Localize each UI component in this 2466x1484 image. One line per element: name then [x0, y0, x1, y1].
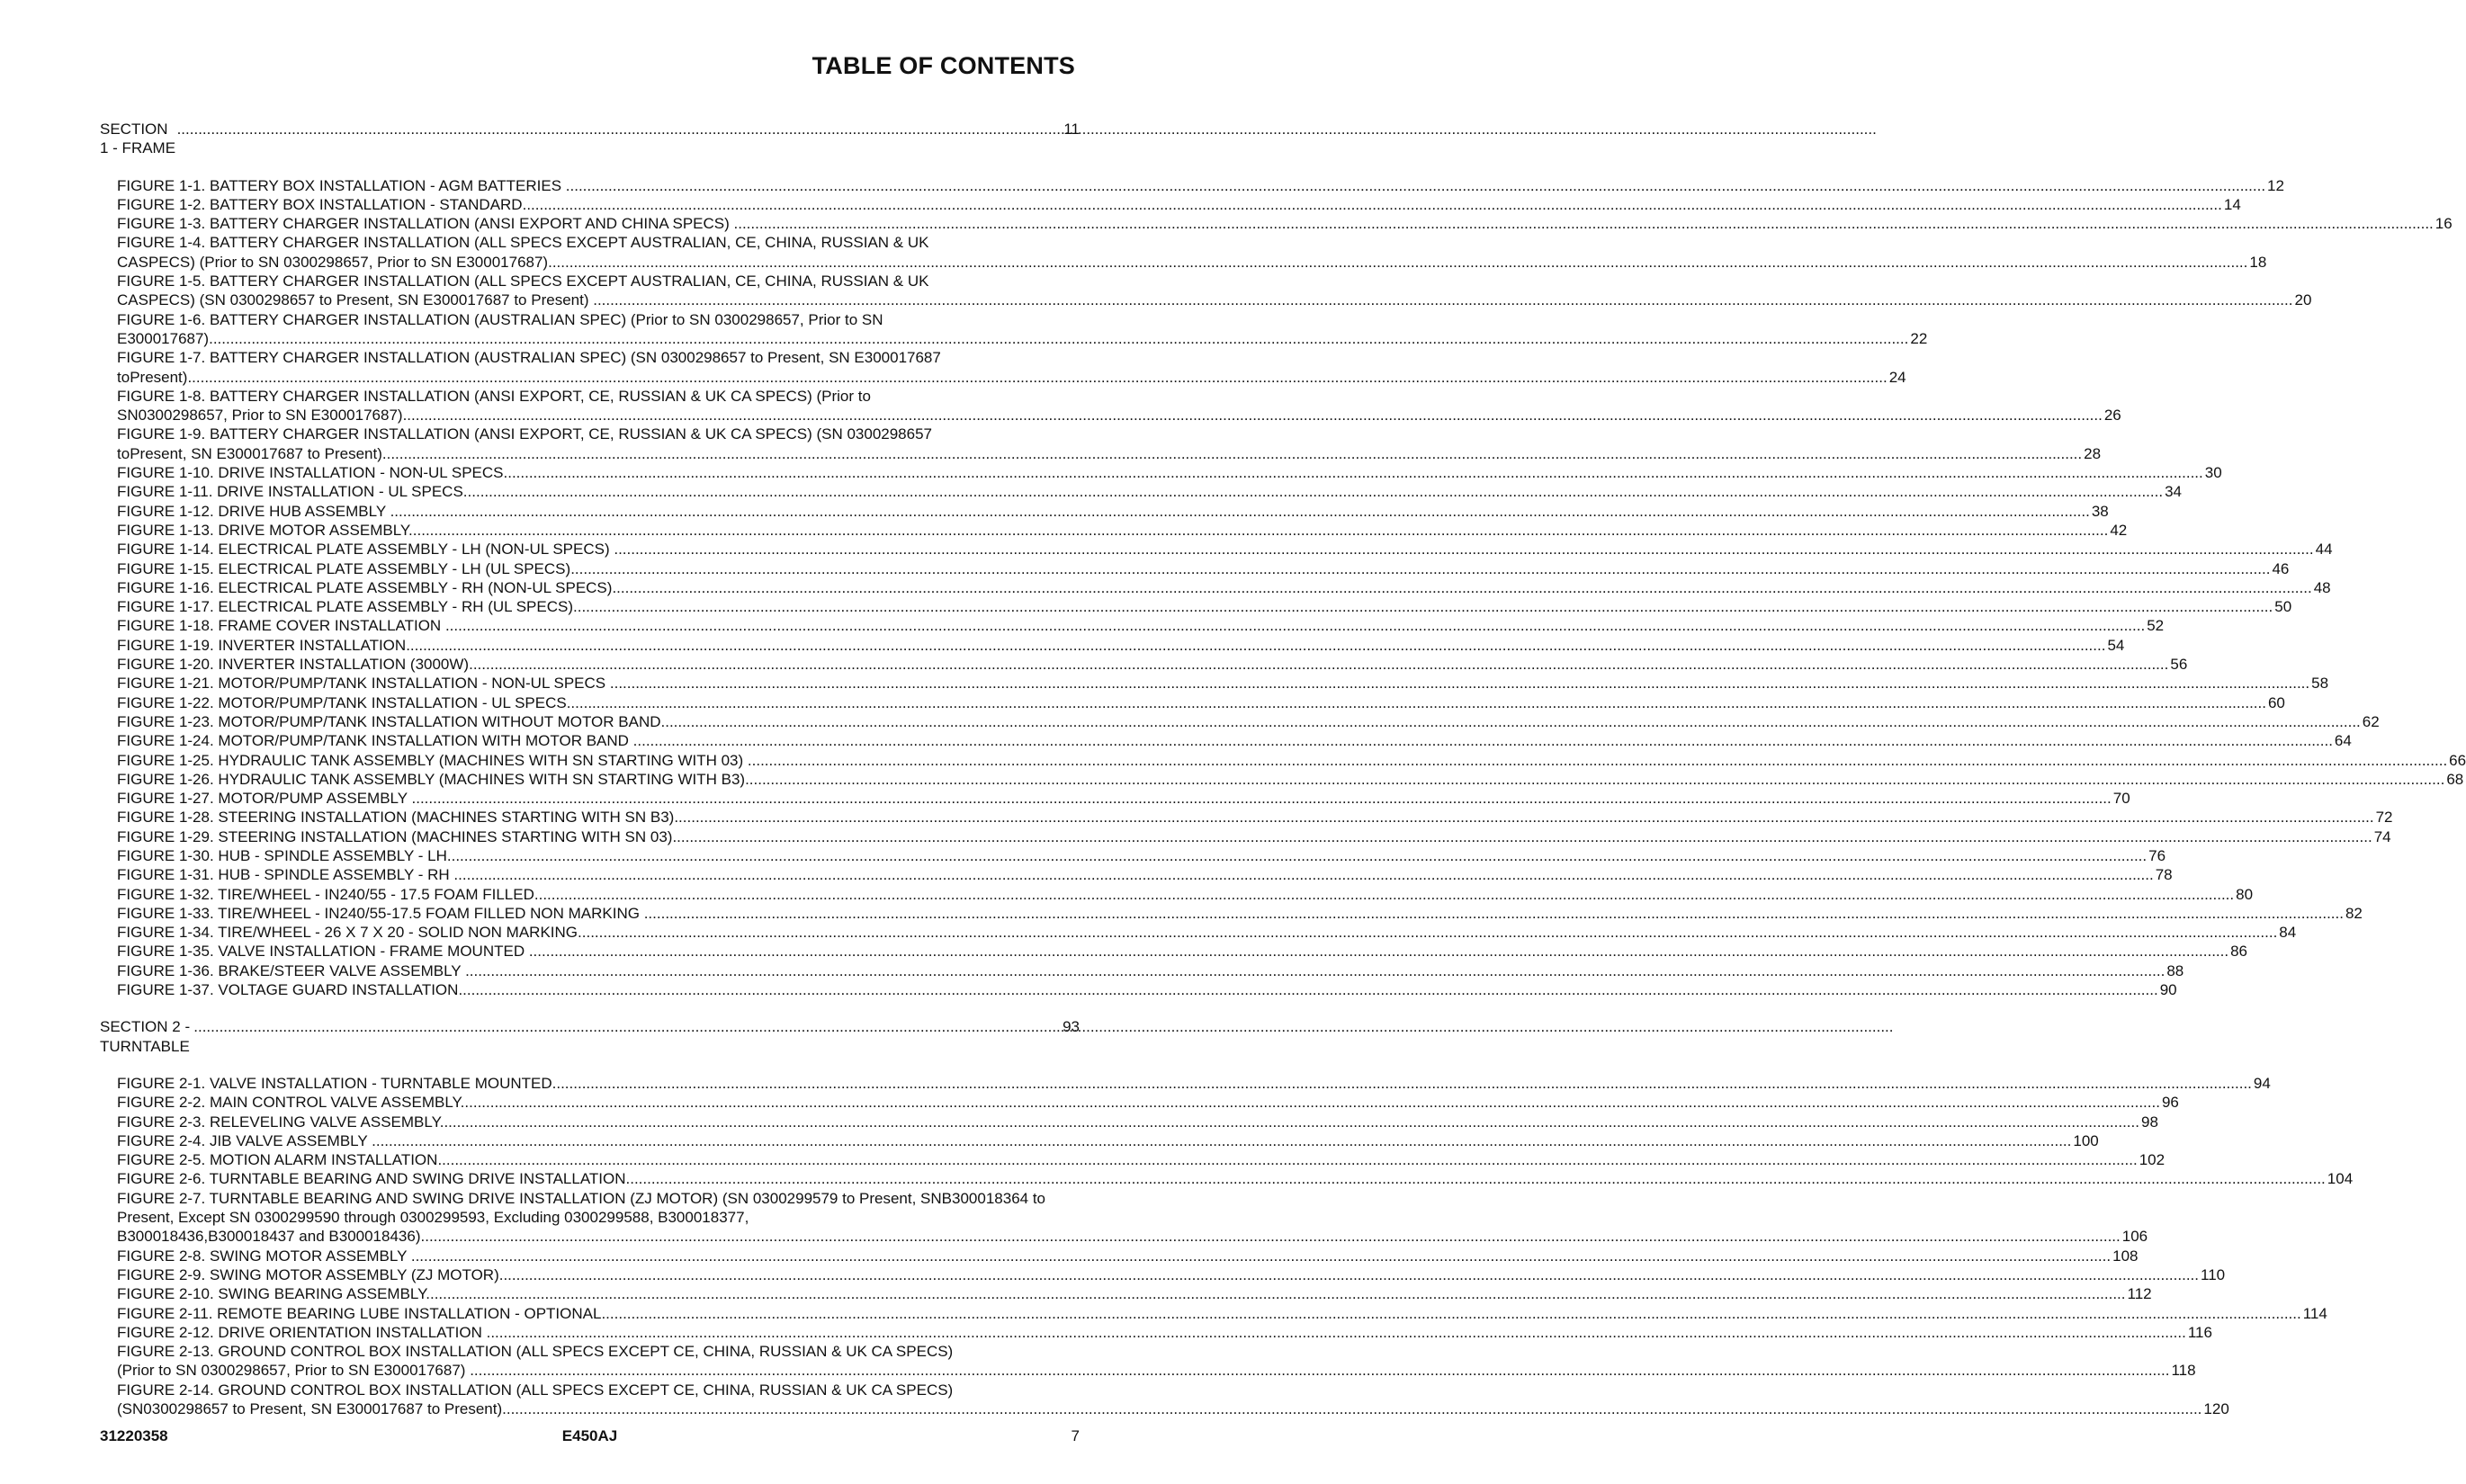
figure-title: FIGURE 1-15. ELECTRICAL PLATE ASSEMBLY - LH (UL SPECS)	[117, 559, 571, 577]
toc-figure-entry[interactable]	[117, 655, 2188, 674]
figure-page: 22	[1910, 329, 1928, 347]
toc-figure-entry[interactable]	[117, 942, 2248, 961]
section-page: 11	[1063, 121, 1080, 138]
dot-leader	[748, 752, 2447, 769]
toc-figure-entry[interactable]	[117, 578, 2331, 597]
figure-page: 102	[2139, 1151, 2166, 1169]
toc-figure-entry[interactable]	[117, 674, 2329, 693]
dot-leader	[502, 1400, 2201, 1417]
figure-page: 66	[2449, 751, 2466, 769]
dot-leader	[465, 962, 2165, 979]
dot-leader	[406, 637, 2105, 654]
figure-title-line: FIGURE 2-14. GROUND CONTROL BOX INSTALLATION (ALL SPECS EXCEPT CE, CHINA, RUSSIAN & UK CA SPECS) (SN	[117, 1381, 954, 1417]
figure-list	[100, 1074, 2354, 1418]
figure-title: FIGURE 1-33. TIRE/WHEEL - IN240/55-17.5 FOAM FILLED NON MARKING	[117, 904, 644, 922]
figure-title: FIGURE 2-12. DRIVE ORIENTATION INSTALLATION	[117, 1323, 487, 1341]
figure-page: 108	[2112, 1247, 2139, 1265]
dot-leader	[644, 905, 2344, 922]
figure-title: FIGURE 1-29. STEERING INSTALLATION (MACHINES STARTING WITH SN 03)	[117, 827, 673, 845]
dot-leader	[390, 503, 2090, 520]
figure-page: 18	[2249, 253, 2267, 271]
figure-page: 42	[2110, 521, 2128, 539]
figure-page: 110	[2201, 1265, 2226, 1283]
dot-leader	[614, 541, 2313, 558]
dot-leader	[633, 732, 2333, 749]
figure-page: 96	[2161, 1094, 2179, 1112]
toc-figure-entry[interactable]	[117, 597, 2292, 616]
figure-page: 20	[2294, 291, 2312, 309]
figure-page: 28	[2084, 444, 2102, 462]
figure-title: FIGURE 2-6. TURNTABLE BEARING AND SWING DRIVE INSTALLATION	[117, 1170, 626, 1188]
figure-page: 26	[2103, 407, 2121, 425]
dot-leader	[421, 1228, 2121, 1245]
toc-figure-entry[interactable]	[117, 693, 2285, 712]
figure-page: 88	[2166, 961, 2184, 979]
figure-title: FIGURE 1-34. TIRE/WHEEL - 26 X 7 X 20 - SOLID NON MARKING	[117, 924, 578, 942]
toc-figure-entry[interactable]	[117, 310, 1928, 349]
figure-title: FIGURE 1-10. DRIVE INSTALLATION - NON-UL SPECS	[117, 464, 504, 482]
page-number: 7	[1071, 1427, 1080, 1444]
section-title: SECTION 2 - TURNTABLE	[100, 1018, 191, 1055]
figure-title: FIGURE 1-20. INVERTER INSTALLATION (3000W)	[117, 656, 470, 674]
figure-page: 106	[2121, 1228, 2148, 1246]
figure-page: 50	[2274, 598, 2292, 616]
figure-page: 14	[2223, 195, 2241, 213]
figure-page: 64	[2334, 732, 2352, 750]
toc-figure-entry[interactable]	[117, 1131, 2099, 1150]
figure-title-line: B300018364 to Present, Except SN 0300299590 through 0300299593, Excluding 0300299588, B300018377, B300018436,	[117, 1189, 1046, 1246]
dot-leader	[504, 464, 2203, 481]
toc-figure-entry[interactable]	[117, 1074, 2271, 1093]
toc-figure-entry[interactable]	[117, 1093, 2179, 1112]
dot-leader	[440, 1113, 2139, 1131]
figure-page: 60	[2267, 693, 2285, 711]
dot-leader	[372, 1132, 2071, 1149]
toc-figure-entry[interactable]	[117, 425, 2102, 463]
figure-title-line: FIGURE 2-7. TURNTABLE BEARING AND SWING DRIVE INSTALLATION (ZJ MOTOR) (SN 0300299579 to Present, SN	[117, 1189, 942, 1207]
dot-leader	[437, 1151, 2137, 1168]
toc-figure-entry[interactable]	[117, 195, 2241, 214]
toc-figure-entry[interactable]	[117, 865, 2173, 884]
toc-figure-entry[interactable]	[117, 1189, 2148, 1247]
dot-leader	[403, 407, 2103, 424]
figure-title-line: FIGURE 2-13. GROUND CONTROL BOX INSTALLATION (ALL SPECS EXCEPT CE, CHINA, RUSSIAN & UK CA SPECS)	[117, 1343, 954, 1361]
figure-title: FIGURE 2-9. SWING MOTOR ASSEMBLY (ZJ MOTOR)	[117, 1265, 499, 1283]
toc-figure-entry[interactable]	[117, 348, 1906, 387]
toc-figure-entry[interactable]	[117, 636, 2125, 655]
section-page: 93	[1063, 1018, 1080, 1036]
figure-title: FIGURE 2-11. REMOTE BEARING LUBE INSTALLATION - OPTIONAL	[117, 1304, 602, 1322]
figure-title-line: FIGURE 1-4. BATTERY CHARGER INSTALLATION (ALL SPECS EXCEPT AUSTRALIAN, CE, CHINA, RUSSIAN & UK CA	[117, 234, 929, 271]
toc-figure-entry[interactable]	[117, 1265, 2226, 1284]
figure-title: FIGURE 1-30. HUB - SPINDLE ASSEMBLY - LH	[117, 846, 447, 864]
dot-leader	[567, 694, 2266, 711]
figure-page: 52	[2147, 617, 2165, 635]
figure-title: FIGURE 1-14. ELECTRICAL PLATE ASSEMBLY - LH (NON-UL SPECS)	[117, 541, 614, 559]
dot-leader	[566, 177, 2265, 194]
figure-page: 76	[2148, 846, 2166, 864]
dot-leader	[570, 560, 2270, 577]
toc-figure-entry[interactable]	[117, 1150, 2166, 1169]
table-of-contents	[100, 120, 2466, 1418]
figure-page: 100	[2073, 1131, 2099, 1149]
dot-leader	[534, 886, 2234, 903]
figure-title-line: FIGURE 1-7. BATTERY CHARGER INSTALLATION (AUSTRALIAN SPEC) (SN 0300298657 to Present, SN E300017687 to	[117, 349, 941, 386]
dot-leader	[578, 924, 2277, 941]
page-title: TABLE OF CONTENTS	[812, 52, 1075, 79]
toc-figure-entry[interactable]	[117, 846, 2166, 865]
model-name: E450AJ	[561, 1427, 618, 1444]
toc-figure-entry[interactable]	[117, 980, 2177, 999]
dot-leader	[745, 771, 2444, 788]
figure-title: FIGURE 1-1. BATTERY BOX INSTALLATION - AGM BATTERIES	[117, 176, 566, 194]
dot-leader	[487, 1324, 2186, 1341]
figure-page: 98	[2140, 1113, 2158, 1131]
figure-page: 70	[2112, 790, 2130, 808]
figure-page: 118	[2171, 1362, 2196, 1380]
figure-title: FIGURE 2-3. RELEVELING VALVE ASSEMBLY	[117, 1113, 440, 1131]
figure-title: FIGURE 2-8. SWING MOTOR ASSEMBLY	[117, 1247, 411, 1265]
toc-figure-entry[interactable]	[117, 463, 2222, 482]
toc-figure-entry[interactable]	[117, 540, 2333, 559]
figure-title: FIGURE 1-12. DRIVE HUB ASSEMBLY	[117, 502, 390, 520]
toc-figure-entry[interactable]	[117, 751, 2466, 770]
toc-figure-entry[interactable]	[117, 1247, 2139, 1265]
figure-title: SPECS) (SN 0300298657 to Present, SN E300017687 to Present)	[138, 291, 594, 309]
figure-title-line: FIGURE 1-6. BATTERY CHARGER INSTALLATION (AUSTRALIAN SPEC) (Prior to SN 0300298657, Prior to SN E300017687)	[117, 310, 883, 347]
figure-page: 114	[2302, 1304, 2327, 1322]
toc-figure-entry[interactable]	[117, 904, 2363, 923]
toc-figure-entry[interactable]	[117, 521, 2128, 540]
toc-figure-entry[interactable]	[117, 885, 2254, 904]
dot-leader	[445, 617, 2145, 634]
figure-page: 48	[2313, 578, 2331, 596]
toc-section-entry[interactable]	[100, 120, 1080, 158]
toc-figure-entry[interactable]	[117, 272, 2312, 310]
figure-title: FIGURE 1-23. MOTOR/PUMP/TANK INSTALLATION WITHOUT MOTOR BAND	[117, 712, 661, 730]
dot-leader	[593, 291, 2292, 308]
dot-leader	[209, 330, 1908, 347]
figure-title: Present)	[130, 368, 188, 386]
figure-title: FIGURE 1-31. HUB - SPINDLE ASSEMBLY - RH	[117, 866, 454, 884]
dot-leader	[523, 196, 2222, 213]
dot-leader	[408, 522, 2108, 539]
figure-page: 62	[2362, 712, 2380, 730]
figure-title: FIGURE 1-11. DRIVE INSTALLATION - UL SPECS	[117, 483, 463, 501]
figure-list	[100, 176, 2466, 1000]
figure-page: 82	[2345, 904, 2363, 922]
figure-title: FIGURE 1-19. INVERTER INSTALLATION	[117, 636, 407, 654]
figure-page: 112	[2127, 1285, 2152, 1303]
figure-page: 90	[2159, 981, 2177, 999]
dot-leader	[661, 713, 2361, 730]
figure-title: FIGURE 2-1. VALVE INSTALLATION - TURNTABLE MOUNTED	[117, 1074, 552, 1092]
figure-page: 56	[2170, 656, 2188, 674]
figure-page: 68	[2446, 770, 2464, 788]
dot-leader	[453, 866, 2153, 883]
toc-figure-entry[interactable]	[117, 502, 2109, 521]
figure-page: 38	[2091, 502, 2109, 520]
toc-figure-entry[interactable]	[117, 1304, 2327, 1323]
figure-page: 58	[2311, 675, 2329, 693]
dot-leader	[461, 1094, 2160, 1111]
figure-page: 94	[2253, 1074, 2271, 1092]
figure-page: 30	[2204, 464, 2222, 482]
dot-leader	[573, 598, 2273, 615]
dot-leader	[548, 254, 2247, 271]
toc-figure-entry[interactable]	[117, 1113, 2158, 1131]
dot-leader	[612, 579, 2311, 596]
dot-leader	[187, 369, 1887, 386]
figure-title: (Prior to SN 0300298657, Prior to SN E300017687)	[117, 1362, 471, 1380]
figure-page: 46	[2272, 559, 2290, 577]
figure-page: 78	[2155, 866, 2173, 884]
figure-title: SPECS) (Prior to SN 0300298657, Prior to SN E300017687)	[138, 253, 549, 271]
dot-leader	[672, 828, 2372, 845]
toc-figure-entry[interactable]	[117, 1342, 2196, 1381]
toc-figure-entry[interactable]	[117, 808, 2393, 827]
figure-title: FIGURE 1-18. FRAME COVER INSTALLATION	[117, 617, 445, 635]
figure-title: Present, SN E300017687 to Present)	[130, 444, 382, 462]
toc-figure-entry[interactable]	[117, 712, 2380, 731]
figure-title: FIGURE 1-32. TIRE/WHEEL - IN240/55 - 17.5 FOAM FILLED	[117, 885, 534, 903]
dot-leader	[499, 1266, 2199, 1283]
figure-title: FIGURE 1-21. MOTOR/PUMP/TANK INSTALLATION - NON-UL SPECS	[117, 675, 610, 693]
figure-page: 24	[1888, 368, 1906, 386]
toc-section-entry[interactable]	[100, 1017, 1080, 1056]
figure-title: 0300298657, Prior to SN E300017687)	[138, 407, 403, 425]
figure-title: FIGURE 1-26. HYDRAULIC TANK ASSEMBLY (MACHINES WITH SN STARTING WITH B3)	[117, 770, 746, 788]
figure-title: B300018437 and B300018436)	[208, 1228, 421, 1246]
figure-page: 120	[2203, 1400, 2229, 1417]
toc-figure-entry[interactable]	[117, 387, 2121, 425]
toc-figure-entry[interactable]	[117, 559, 2290, 578]
figure-page: 84	[2279, 924, 2297, 942]
dot-leader	[529, 943, 2228, 960]
toc-figure-entry[interactable]	[117, 1169, 2354, 1188]
toc-figure-entry[interactable]	[117, 176, 2284, 195]
figure-title: FIGURE 1-35. VALVE INSTALLATION - FRAME MOUNTED	[117, 943, 529, 961]
figure-page: 72	[2375, 809, 2393, 827]
toc-figure-entry[interactable]	[117, 616, 2165, 635]
dot-leader	[193, 1017, 1061, 1036]
figure-title-line: FIGURE 1-8. BATTERY CHARGER INSTALLATION (ANSI EXPORT, CE, RUSSIAN & UK CA SPECS) (Prior to SN	[117, 387, 871, 425]
dot-leader	[458, 981, 2157, 998]
figure-title: FIGURE 1-27. MOTOR/PUMP ASSEMBLY	[117, 790, 412, 808]
toc-figure-entry[interactable]	[117, 1323, 2212, 1342]
figure-page: 44	[2315, 541, 2333, 559]
figure-title: FIGURE 2-5. MOTION ALARM INSTALLATION	[117, 1151, 438, 1169]
figure-title: FIGURE 1-37. VOLTAGE GUARD INSTALLATION	[117, 981, 459, 999]
figure-title: FIGURE 2-10. SWING BEARING ASSEMBLY	[117, 1285, 426, 1303]
toc-figure-entry[interactable]	[117, 961, 2184, 980]
dot-leader	[412, 790, 2112, 807]
dot-leader	[626, 1170, 2326, 1187]
figure-title: FIGURE 1-28. STEERING INSTALLATION (MACHINES STARTING WITH SN B3)	[117, 809, 675, 827]
figure-page: 34	[2165, 483, 2182, 501]
toc-figure-entry[interactable]	[117, 233, 2267, 272]
figure-title: FIGURE 1-25. HYDRAULIC TANK ASSEMBLY (MACHINES WITH SN STARTING WITH 03)	[117, 751, 748, 769]
dot-leader	[177, 120, 1063, 139]
figure-page: 104	[2327, 1170, 2354, 1188]
section-title: SECTION 1 - FRAME	[100, 121, 176, 157]
figure-page: 54	[2107, 636, 2125, 654]
document-number: 31220358	[100, 1427, 168, 1444]
dot-leader	[552, 1075, 2252, 1092]
figure-title: FIGURE 2-2. MAIN CONTROL VALVE ASSEMBLY	[117, 1094, 461, 1112]
toc-figure-entry[interactable]	[117, 923, 2297, 942]
figure-page: 16	[2435, 215, 2453, 233]
figure-title-line: FIGURE 1-9. BATTERY CHARGER INSTALLATION (ANSI EXPORT, CE, RUSSIAN & UK CA SPECS) (SN 0300298657 to	[117, 425, 932, 462]
dot-leader	[426, 1285, 2125, 1302]
figure-page: 80	[2236, 885, 2254, 903]
toc-figure-entry[interactable]	[117, 1381, 2229, 1419]
figure-page: 12	[2267, 176, 2284, 194]
toc-figure-entry[interactable]	[117, 770, 2464, 789]
dot-leader	[470, 1362, 2169, 1379]
dot-leader	[463, 483, 2163, 500]
dot-leader	[601, 1305, 2300, 1322]
dot-leader	[674, 809, 2373, 826]
toc-figure-entry[interactable]	[117, 827, 2391, 846]
toc-figure-entry[interactable]	[117, 731, 2352, 750]
figure-page: 86	[2230, 943, 2248, 961]
figure-title: FIGURE 1-2. BATTERY BOX INSTALLATION - STANDARD	[117, 195, 523, 213]
figure-title: FIGURE 1-17. ELECTRICAL PLATE ASSEMBLY - RH (UL SPECS)	[117, 598, 573, 616]
dot-leader	[447, 847, 2147, 864]
toc-figure-entry[interactable]	[117, 789, 2130, 808]
toc-figure-entry[interactable]	[117, 482, 2182, 501]
figure-title: 0300298657 to Present, SN E300017687 to Present)	[143, 1400, 503, 1417]
toc-figure-entry[interactable]	[117, 214, 2453, 233]
figure-page: 116	[2187, 1323, 2212, 1341]
figure-title: FIGURE 1-16. ELECTRICAL PLATE ASSEMBLY - RH (NON-UL SPECS)	[117, 578, 613, 596]
toc-figure-entry[interactable]	[117, 1284, 2152, 1303]
dot-leader	[382, 445, 2082, 462]
figure-title: FIGURE 1-22. MOTOR/PUMP/TANK INSTALLATION - UL SPECS	[117, 693, 567, 711]
figure-title: FIGURE 2-4. JIB VALVE ASSEMBLY	[117, 1131, 372, 1149]
figure-title: FIGURE 1-13. DRIVE MOTOR ASSEMBLY	[117, 521, 409, 539]
figure-title: FIGURE 1-3. BATTERY CHARGER INSTALLATION (ANSI EXPORT AND CHINA SPECS)	[117, 215, 734, 233]
dot-leader	[610, 675, 2309, 692]
dot-leader	[734, 215, 2434, 232]
figure-title: FIGURE 1-24. MOTOR/PUMP/TANK INSTALLATION WITH MOTOR BAND	[117, 732, 633, 750]
figure-page: 74	[2373, 827, 2391, 845]
figure-title: FIGURE 1-36. BRAKE/STEER VALVE ASSEMBLY	[117, 961, 466, 979]
dot-leader	[469, 656, 2168, 673]
dot-leader	[411, 1247, 2111, 1265]
figure-title-line: FIGURE 1-5. BATTERY CHARGER INSTALLATION (ALL SPECS EXCEPT AUSTRALIAN, CE, CHINA, RUSSIAN & UK CA	[117, 273, 929, 309]
